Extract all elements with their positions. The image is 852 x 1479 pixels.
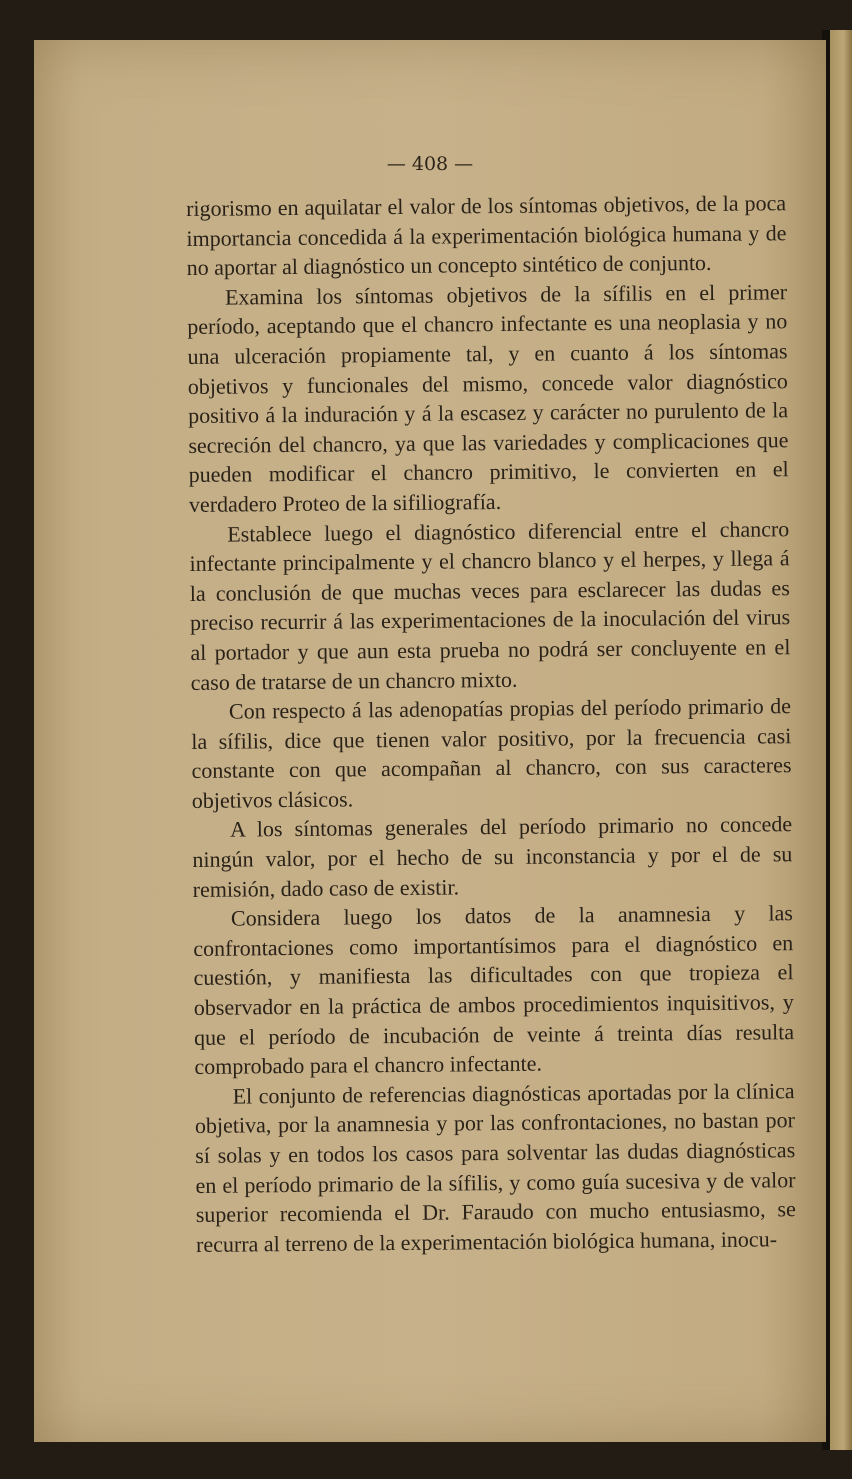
paragraph: Examina los síntomas objetivos de la sífilis en el primer período, aceptando que el chancro infectante es una neoplasia y no una ulceración propiamente tal, y en cuanto á los síntomas objetivos y funcionales del mismo, concede valor diagnóstico positivo á la induración y á la escasez y carácter no purulento de la secreción del chancro, ya que las variedades y complicaciones que pueden modificar el chancro primitivo, le convierten en el verdadero Proteo de la sifiliografía.: [187, 279, 789, 517]
paragraph: El conjunto de referencias diagnósticas aportadas por la clínica objetiva, por la anamnesia y por las confrontaciones, no bastan por sí solas y en todos los casos para solventar las dudas diagnósticas en el período primario de la sífilis, y como guía sucesiva y de valor superior recomienda el Dr. Faraudo con mucho entusiasmo, se recurra al terreno de la experimentación biológica humana, inocu-: [194, 1078, 796, 1257]
paragraph: Con respecto á las adenopatías propias del período primario de la sífilis, dice que tienen valor positivo, por la frecuencia casi constante con que acompañan al chancro, con sus caracteres objetivos clásicos.: [191, 693, 792, 813]
paragraph: A los síntomas generales del período primario no concede ningún valor, por el hecho de su inconstancia y por el de su remisión, dado caso de existir.: [192, 811, 793, 902]
paragraph: rigorismo en aquilatar el valor de los síntomas objetivos, de la poca importancia concedida á la experimentación biológica humana y de no aportar al diagnóstico un concepto sintético de conjunto.: [186, 190, 787, 281]
paragraph: Establece luego el diagnóstico diferencial entre el chancro infectante principalmente y el chancro blanco y el herpes, y llega á la conclusión de que muchas veces para esclarecer las dudas es preciso recurrir á las experimentaciones de la inoculación del virus al portador y que aun esta prueba no podrá ser concluyente en el caso de tratarse de un chancro mixto.: [189, 515, 791, 695]
next-page-edge: [830, 30, 852, 1450]
page-number: — 408 —: [386, 153, 474, 175]
paragraph: Considera luego los datos de la anamnesia y las confrontaciones como importantísimos para el diagnóstico en cuestión, y manifiesta las dificultades con que tropieza el observador en la práctica de ambos procedimientos inquisitivos, y que el período de incubación de veinte á treinta días resulta comprobado para el chancro infectante.: [193, 900, 795, 1080]
body-text: [186, 188, 796, 1259]
book-page: [34, 40, 826, 1442]
